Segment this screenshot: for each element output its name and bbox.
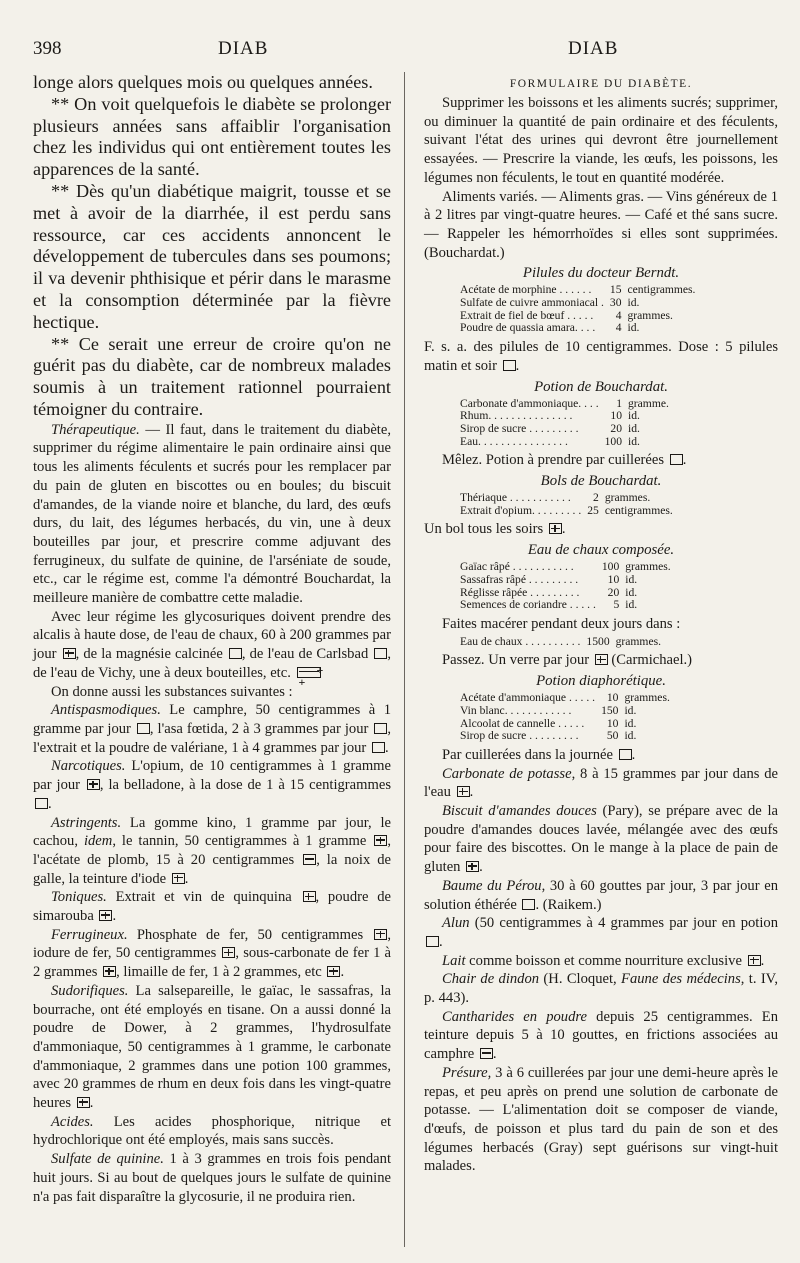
column-rule (404, 72, 405, 1247)
square-box-icon (426, 936, 439, 947)
formula-table (460, 561, 671, 612)
quantity: 1500 (586, 634, 610, 648)
remedy-alun: Alun (50 centigrammes à 4 grammes par jour en potion . (424, 914, 778, 951)
quantity: 10 (606, 716, 619, 730)
formula-note: Passez. Un verre par jour (Carmichael.) (442, 652, 693, 669)
square-box-icon (503, 360, 516, 371)
square-box-icon (229, 648, 242, 659)
unit: id. (628, 434, 640, 448)
unit: id. (624, 703, 637, 717)
plus-box-icon (99, 910, 112, 921)
section-heading: Thérapeutique. (51, 421, 140, 438)
remedy-presure: Présure, 3 à 6 cuillerées par jour une demi-heure après le repas, et peu après on prend une solution de carbonate de potasse. — L'alimentation doit se composer de viande, d'œufs, de poisson et plus tard du pain de son et des légumes herbacés (Gray) sept guérisons sur vingt-huit malades. (424, 1064, 778, 1175)
ingredient: Extrait d'opium. . . . . . . . . (460, 503, 582, 517)
ingredient: Acétate de morphine . . . . . . (460, 283, 592, 297)
quantity: 100 (604, 434, 622, 448)
paragraph: longe alors quelques mois ou quelques années. (33, 72, 373, 92)
remedy-biscuit-amandes: Biscuit d'amandes douces (Pary), se prépare avec de la poudre d'amandes douces lavée, mélangée avec des œufs pour faire des biscottes. On le mange à la place de pain de gluten . (424, 803, 779, 876)
plus-box-icon (457, 786, 470, 797)
formula-note: F. s. a. des pilules de 10 centigrammes. Dose : 5 pilules matin et soir . (424, 339, 778, 374)
formula-table (460, 398, 669, 449)
formula-table (460, 492, 673, 517)
formula-note: Faites macérer pendant deux jours dans : (442, 615, 681, 632)
ingredient: Sassafras râpé . . . . . . . . . (460, 572, 579, 586)
unit: centigrammes. (604, 503, 673, 517)
quantity: 5 (613, 598, 620, 612)
ingredient: Rhum. . . . . . . . . . . . . . . (460, 409, 573, 423)
formula-row (460, 730, 670, 743)
plus-box-icon (77, 1097, 90, 1108)
unit: id. (627, 321, 640, 335)
running-head-left: DIAB (218, 38, 269, 59)
formula-row (460, 561, 671, 574)
remedy-astringents: Astringents. La gomme kino, 1 gramme par jour, le cachou, idem, le tannin, 50 centigrammes à 1 gramme , l'acétate de plomb, 15 à 20 centigrammes , la noix de galle, la teinture d'iode . (33, 814, 391, 887)
formula-table (460, 284, 695, 335)
remedy-sulfate-quinine: Sulfate de quinine. 1 à 3 grammes en trois fois pendant huit jours. Si au bout de quelques jours le sulfate de quinine n'a pas fait disparaître la glycosurie, il ne produira rien. (33, 1151, 392, 1205)
quantity: 4 (615, 321, 622, 335)
unit: id. (625, 585, 638, 599)
paragraph: ** Ce serait une erreur de croire qu'on ne guérit pas du diabète, car de nombreux malades soumis à un traitement rationnel pourraient témoigner du contraire. (33, 333, 391, 419)
unit: id. (624, 729, 637, 743)
plus-box-icon (63, 648, 76, 659)
square-box-icon (670, 454, 683, 465)
formula-title: Bols de Bouchardat. (540, 473, 662, 490)
remedy-lait: Lait comme boisson et comme nourriture exclusive . (442, 952, 765, 969)
remedy-chair-dindon: Chair de dindon (H. Cloquet, Faune des médecins, t. IV, p. 443). (424, 971, 778, 1007)
plus-box-icon (748, 955, 761, 966)
unit: id. (628, 421, 640, 435)
ingredient: Réglisse râpée . . . . . . . . . (460, 585, 580, 599)
double-plus-box-icon (297, 667, 321, 678)
formula-row (460, 436, 669, 449)
remedy-antispasmodiques: Antispasmodiques. Le camphre, 50 centigrammes à 1 gramme par jour , l'asa fœtida, 2 à 3 grammes par jour , l'extrait et la poudre de valériane, 1 à 4 grammes par jour . (33, 702, 391, 756)
remedy-carbonate-potasse: Carbonate de potasse, 8 à 15 grammes par jour dans de l'eau . (424, 765, 778, 801)
square-box-icon (619, 749, 632, 760)
section-title: FORMULAIRE DU DIABÈTE. (509, 78, 693, 90)
square-box-icon (372, 742, 385, 753)
plus-box-icon (303, 891, 316, 902)
square-box-icon (374, 648, 387, 659)
ingredient: Carbonate d'ammoniaque. . . . (460, 396, 599, 410)
square-box-icon (374, 723, 387, 734)
quantity: 4 (615, 308, 622, 322)
formula-table (460, 636, 661, 649)
paragraph: Aliments variés. — Aliments gras. — Vins généreux de 1 à 2 litres par vingt-quatre heures. — Café et thé sans sucre. — Rappeler les hémorrhoïdes si elles sont supprimées. (Bouchardat.) (424, 188, 778, 261)
plus-box-icon (549, 523, 562, 534)
ingredient: Alcoolat de cannelle . . . . . (460, 716, 585, 730)
unit: grammes. (604, 491, 651, 505)
ingredient: Vin blanc. . . . . . . . . . . . (460, 703, 572, 717)
running-header (33, 38, 778, 64)
formula-note: Un bol tous les soirs . (424, 521, 566, 538)
unit: id. (627, 296, 640, 310)
quantity: 30 (609, 296, 622, 310)
paragraph: ** Dès qu'un diabétique maigrit, tousse et se met à avoir de la diarrhée, il est perdu sans ressource, car ces accidents annoncent le développement de tubercules dans ses poumons; il va devenir phthisique et périr dans le marasme et la consomption déterminée par la fièvre hectique. (33, 180, 391, 332)
plus-box-icon (222, 947, 235, 958)
paragraph: Supprimer les boissons et les aliments sucrés; supprimer, ou diminuer la quantité de pain ordinaire et des féculents, suivant l'état des urines qui devront être journellement essayées. — Prescrire la viande, les œufs, les poissons, les légumes non féculents, le tout en quantité modérée. (424, 95, 778, 186)
running-head-right: DIAB (568, 38, 619, 59)
ingredient: Poudre de quassia amara. . . . (460, 321, 596, 335)
plus-box-icon (103, 966, 116, 977)
plus-box-icon (374, 929, 387, 940)
formula-title: Eau de chaux composée. (527, 542, 675, 559)
left-column (33, 72, 391, 1206)
therapeutique-paragraph: Thérapeutique. — Il faut, dans le traitement du diabète, supprimer du régime alimentaire le pain ordinaire ainsi que tous les aliments féculents et sucrés pour les remplacer par du pain de gluten en biscottes ou en boules; du biscuit d'amandes, de la viande noire et blanche, du lard, des œufs durs, du lait, des légumes herbacés, du vin, une à deux bouteilles par jour, et prescrire comme adjuvant des ferrugineux, du sulfate de quinine, de l'arséniate de soude, etc., car le régime est, comme l'a démontré Bouchardat, la meilleure manière de combattre cette maladie. (33, 421, 391, 607)
quantity: 20 (610, 421, 622, 435)
formula-row (460, 322, 695, 335)
quantity: 10 (610, 409, 622, 423)
quantity: 10 (607, 572, 620, 586)
quantity: 20 (607, 585, 620, 599)
formula-row (460, 636, 661, 649)
quantity: 50 (606, 729, 619, 743)
unit: grammes. (625, 560, 671, 574)
quantity: 15 (609, 283, 622, 297)
plus-box-icon (327, 966, 340, 977)
unit: grammes. (624, 691, 670, 705)
ingredient: Sirop de sucre . . . . . . . . . (460, 421, 579, 435)
formula-title: Pilules du docteur Berndt. (522, 265, 680, 282)
formula-table (460, 692, 670, 743)
quantity: 25 (587, 503, 599, 517)
right-column (424, 72, 778, 1176)
plus-box-icon (466, 861, 479, 872)
paragraph: On donne aussi les substances suivantes : (51, 683, 293, 700)
ingredient: Eau de chaux . . . . . . . . . . (460, 634, 581, 648)
formula-note: Par cuillerées dans la journée . (442, 746, 636, 763)
formula-title: Potion de Bouchardat. (534, 378, 668, 395)
formula-row (460, 692, 670, 705)
formula-title: Potion diaphorétique. (536, 673, 666, 690)
remedy-ferrugineux: Ferrugineux. Phosphate de fer, 50 centigrammes , iodure de fer, 50 centigrammes , sous-carbonate de fer 1 à 2 grammes , limaille de fer, 1 à 2 grammes, etc . (33, 926, 392, 981)
remedy-baume-perou: Baume du Pérou, 30 à 60 gouttes par jour, 3 par jour en solution éthérée . (Raikem.) (424, 877, 779, 913)
formula-row (460, 492, 673, 505)
remedy-toniques: Toniques. Extrait et vin de quinquina , poudre de simarouba . (33, 889, 392, 925)
page-number: 398 (33, 38, 62, 59)
remedy-acides: Acides. Les acides phosphorique, nitrique et hydrochlorique ont été employés, mais sans succès. (33, 1113, 391, 1149)
minus-box-icon (303, 854, 316, 865)
quantity: 100 (601, 560, 620, 574)
remedy-narcotiques: Narcotiques. L'opium, de 10 centigrammes à 1 gramme par jour , la belladone, à la dose de 1 à 15 centigrammes . (33, 758, 391, 812)
formula-row (460, 423, 669, 436)
formula-note: Mêlez. Potion à prendre par cuillerées . (442, 452, 687, 469)
unit: gramme. (628, 396, 669, 410)
quantity: 10 (606, 691, 619, 705)
ingredient: Sulfate de cuivre ammoniacal . (460, 296, 604, 310)
formula-row (460, 297, 695, 310)
quantity: 1 (616, 396, 622, 410)
formula-row (460, 705, 670, 718)
minus-box-icon (480, 1048, 493, 1059)
formula-row (460, 599, 671, 612)
quantity: 150 (601, 703, 619, 717)
ingredient: Sirop de sucre . . . . . . . . . (460, 729, 579, 743)
quantity: 2 (593, 491, 599, 505)
plus-box-icon (595, 654, 608, 665)
unit: id. (625, 598, 638, 612)
unit: centigrammes. (627, 283, 696, 297)
ingredient: Thériaque . . . . . . . . . . . (460, 491, 571, 505)
unit: id. (628, 409, 640, 423)
square-box-icon (137, 723, 150, 734)
plus-box-icon (172, 873, 185, 884)
unit: id. (624, 716, 637, 730)
ingredient: Acétate d'ammoniaque . . . . . (460, 691, 596, 705)
unit: grammes. (627, 308, 673, 322)
ingredient: Semences de coriandre . . . . . (460, 598, 596, 612)
plus-box-icon (87, 779, 100, 790)
formula-row (460, 574, 671, 587)
unit: id. (625, 572, 638, 586)
square-box-icon (522, 899, 535, 910)
square-box-icon (35, 798, 48, 809)
ingredient: Eau. . . . . . . . . . . . . . . . (460, 434, 568, 448)
remedy-sudorifiques: Sudorifiques. La salsepareille, le gaïac, le sassafras, la bourrache, ont été employés en tisane. On a aussi donné la poudre de Dower, à 2 grammes, l'hydrosulfate d'ammoniaque, 50 centigrammes à 1 gramme, le carbonate d'ammoniaque, 2 grammes dans une potion 100 grammes, avec 20 grammes de rhum en deux fois dans les vingt-quatre heures . (33, 982, 391, 1112)
formula-row (460, 505, 673, 518)
remedy-cantharides: Cantharides en poudre depuis 25 centigrammes. En teinture depuis 5 à 10 gouttes, en frictions associées au camphre . (424, 1008, 778, 1063)
paragraph: Avec leur régime les glycosuriques doivent prendre des alcalis à haute dose, de l'eau de chaux, 60 à 200 grammes par jour , de la magnésie calcinée , de l'eau de Carlsbad , de l'eau de Vichy, une à deux bouteilles, etc. + + (33, 608, 391, 683)
ingredient: Gaïac râpé . . . . . . . . . . . (460, 560, 574, 574)
plus-box-icon (374, 835, 387, 846)
unit: grammes. (615, 634, 662, 648)
paragraph: ** On voit quelquefois le diabète se prolonger plusieurs années sans affaiblir l'organisation chez les individus qui ont entièrement toutes les apparences de la santé. (33, 93, 391, 180)
ingredient: Extrait de fiel de bœuf . . . . . (460, 308, 594, 322)
